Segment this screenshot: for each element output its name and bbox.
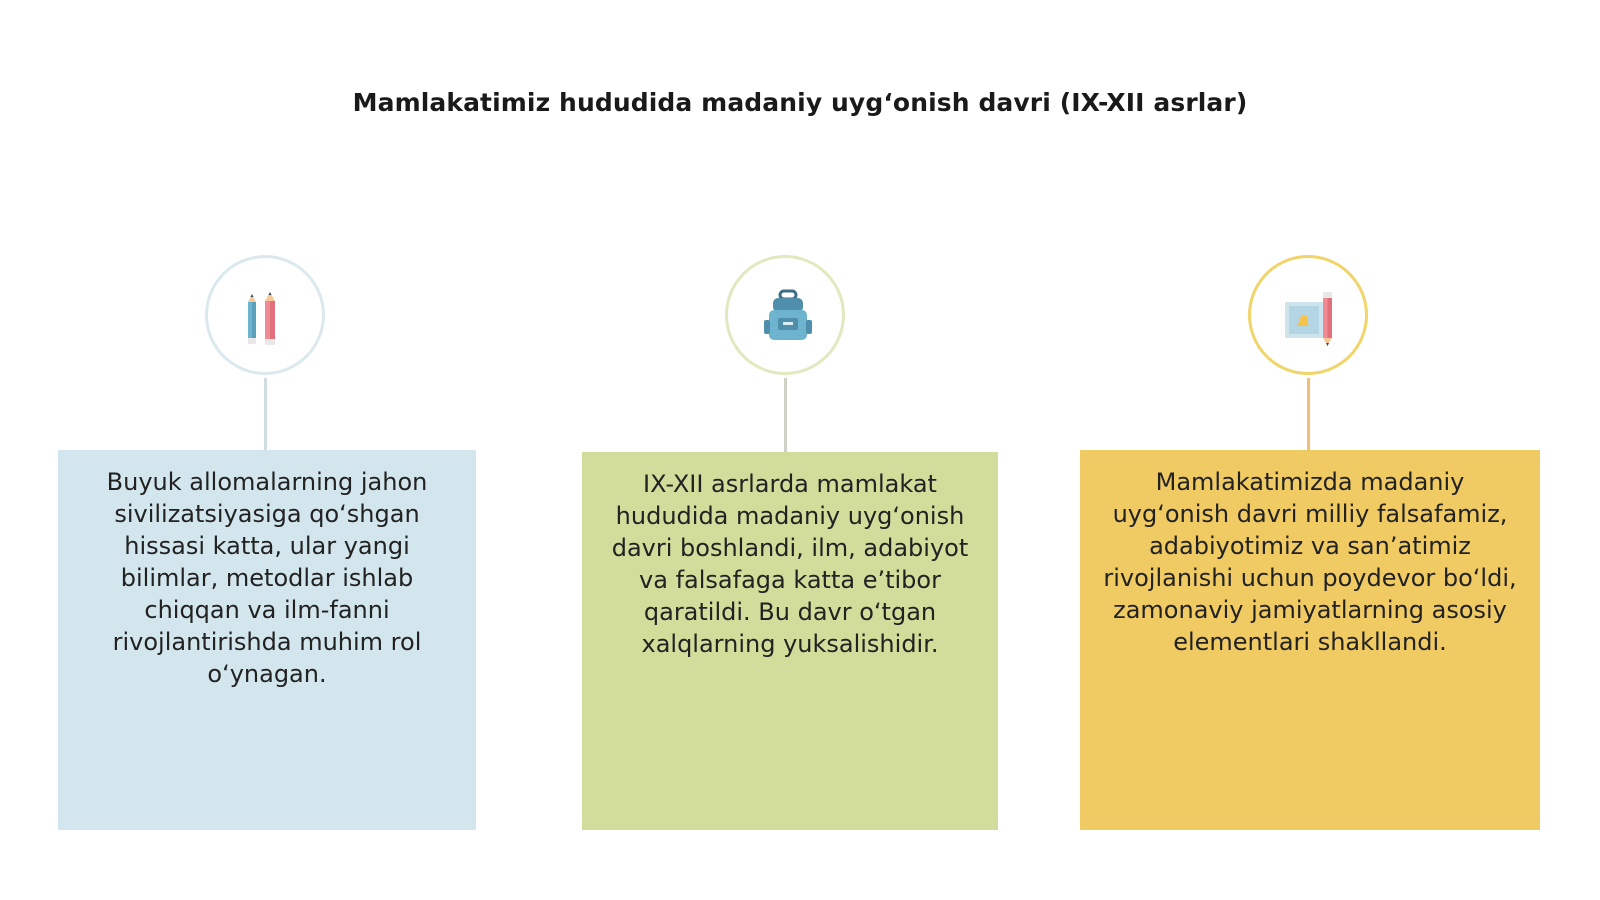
connector-line-3 bbox=[1307, 378, 1310, 450]
info-card-2 bbox=[582, 452, 998, 830]
info-card-text: Buyuk allomalarning jahon sivilizatsiyasiga qo‘shgan hissasi katta, ular yangi bilimlar, metodlar ishlab chiqqan va ilm-fanni rivojlantirishda muhim rol o‘ynagan. bbox=[106, 468, 428, 688]
page-title: Mamlakatimiz hududida madaniy uyg‘onish davri (IX-XII asrlar) bbox=[352, 88, 1248, 117]
icon-circle-2 bbox=[725, 255, 845, 375]
connector-line-1 bbox=[264, 378, 267, 450]
backpack-icon bbox=[758, 288, 818, 348]
icon-circle-1 bbox=[205, 255, 325, 375]
info-card-text: Mamlakatimizda madaniy uyg‘onish davri milliy falsafamiz, adabiyotimiz va san’atimiz rivojlanishi uchun poydevor bo‘ldi, zamonaviy jamiyatlarning asosiy elementlari shakllandi. bbox=[1103, 468, 1517, 656]
info-card-3 bbox=[1080, 450, 1540, 830]
info-card-text: IX-XII asrlarda mamlakat hududida madaniy uyg‘onish davri boshlandi, ilm, adabiyot va falsafaga katta e’tibor qaratildi. Bu davr o‘tgan xalqlarning yuksalishidir. bbox=[611, 470, 969, 658]
connector-line-2 bbox=[784, 378, 787, 452]
info-card-1 bbox=[58, 450, 476, 830]
pencils-icon bbox=[238, 288, 298, 348]
icon-circle-3 bbox=[1248, 255, 1368, 375]
drawing-board-icon bbox=[1281, 288, 1341, 348]
